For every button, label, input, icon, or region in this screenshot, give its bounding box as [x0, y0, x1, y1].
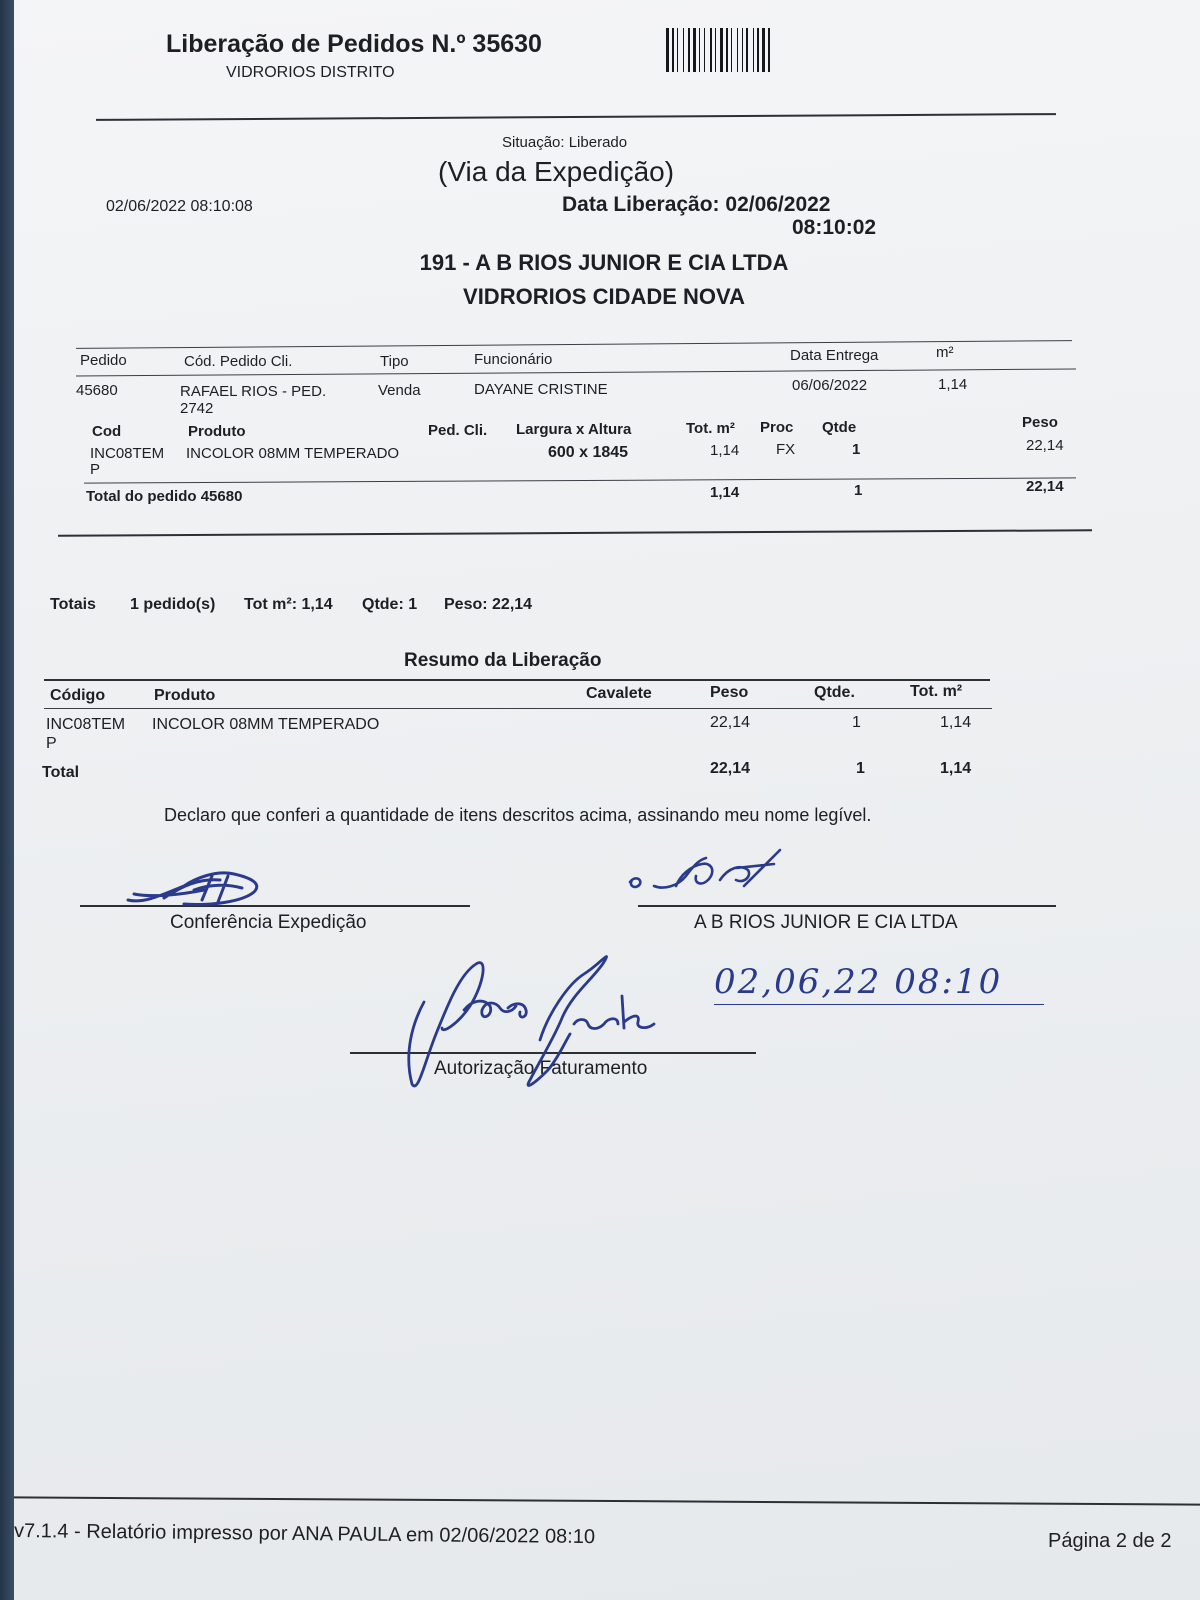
signature-label-cliente: A B RIOS JUNIOR E CIA LTDA [694, 912, 958, 933]
barcode-bar [688, 28, 690, 72]
signature-expedicao [124, 864, 274, 914]
col-m2: m² [936, 344, 954, 361]
barcode-bar [710, 28, 712, 72]
client-order-code-cont: 2742 [180, 400, 214, 417]
copy-type: (Via da Expedição) [438, 156, 675, 187]
order-total-peso: 22,14 [1026, 478, 1064, 495]
summary-total-tot-m2: 1,14 [940, 760, 972, 777]
totals-orders: 1 pedido(s) [130, 596, 216, 613]
signature-autorizacao [398, 944, 678, 1104]
totals-weight: Peso: 22,14 [444, 596, 533, 613]
item-proc: FX [776, 441, 796, 458]
summary-item-peso: 22,14 [710, 714, 751, 731]
item-dimensions: 600 x 1845 [548, 444, 629, 461]
summary-item-tot-m2: 1,14 [940, 714, 972, 731]
summary-item-code: INC08TEM [46, 716, 126, 733]
summary-col-qtde: Qtde. [814, 684, 855, 701]
barcode-bar [693, 28, 696, 72]
totals-qtde: Qtde: 1 [362, 596, 418, 613]
col-cod-pedido-cli: Cód. Pedido Cli. [184, 353, 293, 370]
summary-item-qtde: 1 [852, 714, 861, 731]
release-time: 08:10:02 [792, 216, 877, 239]
col-cod: Cod [92, 423, 122, 440]
summary-top-rule [44, 679, 990, 681]
document-title: Liberação de Pedidos N.º 35630 [166, 30, 542, 58]
col-funcionario: Funcionário [474, 351, 553, 368]
order-m2: 1,14 [938, 376, 968, 393]
col-peso: Peso [1022, 414, 1058, 431]
footer-printed-by: v7.1.4 - Relatório impresso por ANA PAULA em 02/06/2022 08:10 [13, 1520, 596, 1549]
summary-item-code-cont: P [46, 735, 57, 752]
summary-col-tot-m2: Tot. m² [910, 683, 963, 700]
signature-cliente [624, 846, 794, 906]
document-sheet [14, 0, 1200, 1600]
table-top-rule [76, 340, 1072, 349]
barcode-bar [683, 28, 684, 72]
totals-m2: Tot m²: 1,14 [244, 596, 333, 613]
order-number: 45680 [76, 382, 118, 399]
barcode-bar [726, 28, 728, 72]
col-ped-cli: Ped. Cli. [428, 422, 488, 439]
print-datetime: 02/06/2022 08:10:08 [106, 198, 253, 215]
totals-label: Totais [50, 596, 96, 613]
col-tipo: Tipo [380, 353, 409, 370]
signature-label-expedicao: Conferência Expedição [170, 912, 367, 933]
footer-rule [14, 1496, 1200, 1505]
barcode-bar [746, 28, 748, 72]
col-pedido: Pedido [80, 352, 127, 369]
barcode-bar [753, 28, 754, 72]
item-product: INCOLOR 08MM TEMPERADO [186, 445, 400, 462]
barcode-bar [704, 28, 705, 72]
summary-item-product: INCOLOR 08MM TEMPERADO [152, 716, 380, 733]
summary-col-cavalete: Cavalete [586, 685, 652, 702]
delivery-date: 06/06/2022 [792, 377, 868, 394]
branch-name: VIDRORIOS DISTRITO [226, 64, 395, 81]
client-name: 191 - A B RIOS JUNIOR E CIA LTDA [419, 250, 789, 275]
summary-title: Resumo da Liberação [404, 650, 602, 671]
col-produto: Produto [188, 423, 246, 440]
client-store: VIDRORIOS CIDADE NOVA [463, 284, 745, 309]
handwritten-date: 02,06,22 08:10 [714, 962, 1003, 1002]
order-type: Venda [378, 382, 421, 399]
barcode-bar [672, 28, 674, 72]
declaration-text: Declaro que conferi a quantidade de itens descritos acima, assinando meu nome legível. [164, 805, 872, 825]
barcode-bar [699, 28, 700, 72]
barcode-bar [742, 28, 743, 72]
summary-col-peso: Peso [710, 684, 749, 701]
order-bottom-rule [58, 529, 1092, 536]
barcode-bar [677, 28, 678, 72]
item-code-cont: P [90, 461, 101, 478]
divider [96, 113, 1056, 121]
barcode-bar [720, 28, 723, 72]
col-largura-altura: Largura x Altura [516, 421, 632, 438]
summary-col-codigo: Código [50, 687, 106, 704]
order-total-qtde: 1 [854, 482, 863, 499]
summary-total-peso: 22,14 [710, 760, 751, 777]
handwritten-date-underline [714, 1004, 1044, 1005]
barcode-bar [737, 28, 738, 72]
page-number: Página 2 de 2 [1048, 1530, 1172, 1552]
barcode-bar [757, 28, 759, 72]
release-date: Data Liberação: 02/06/2022 [562, 193, 831, 216]
barcode-bar [768, 28, 770, 72]
summary-header-rule [44, 708, 992, 709]
col-qtde: Qtde [822, 419, 857, 436]
item-rule [84, 477, 1076, 483]
item-qtde: 1 [852, 441, 861, 458]
summary-total-qtde: 1 [856, 760, 865, 777]
col-tot-m2: Tot. m² [686, 420, 735, 437]
status-text: Situação: Liberado [502, 134, 628, 151]
signature-label-autorizacao: Autorização Faturamento [434, 1058, 648, 1079]
item-peso: 22,14 [1026, 437, 1064, 454]
barcode-bar [762, 28, 765, 72]
col-data-entrega: Data Entrega [790, 347, 879, 364]
order-total-m2: 1,14 [710, 484, 740, 501]
client-order-code: RAFAEL RIOS - PED. [180, 383, 327, 400]
summary-total-label: Total [42, 764, 80, 781]
item-code: INC08TEM [90, 445, 165, 462]
barcode-bar [666, 28, 669, 72]
barcode [664, 28, 830, 72]
employee: DAYANE CRISTINE [474, 381, 608, 398]
barcode-bar [715, 28, 716, 72]
summary-col-produto: Produto [154, 687, 216, 704]
col-proc: Proc [760, 419, 794, 436]
barcode-bar [731, 28, 732, 72]
item-tot-m2: 1,14 [710, 442, 740, 459]
order-total-label: Total do pedido 45680 [86, 488, 243, 505]
